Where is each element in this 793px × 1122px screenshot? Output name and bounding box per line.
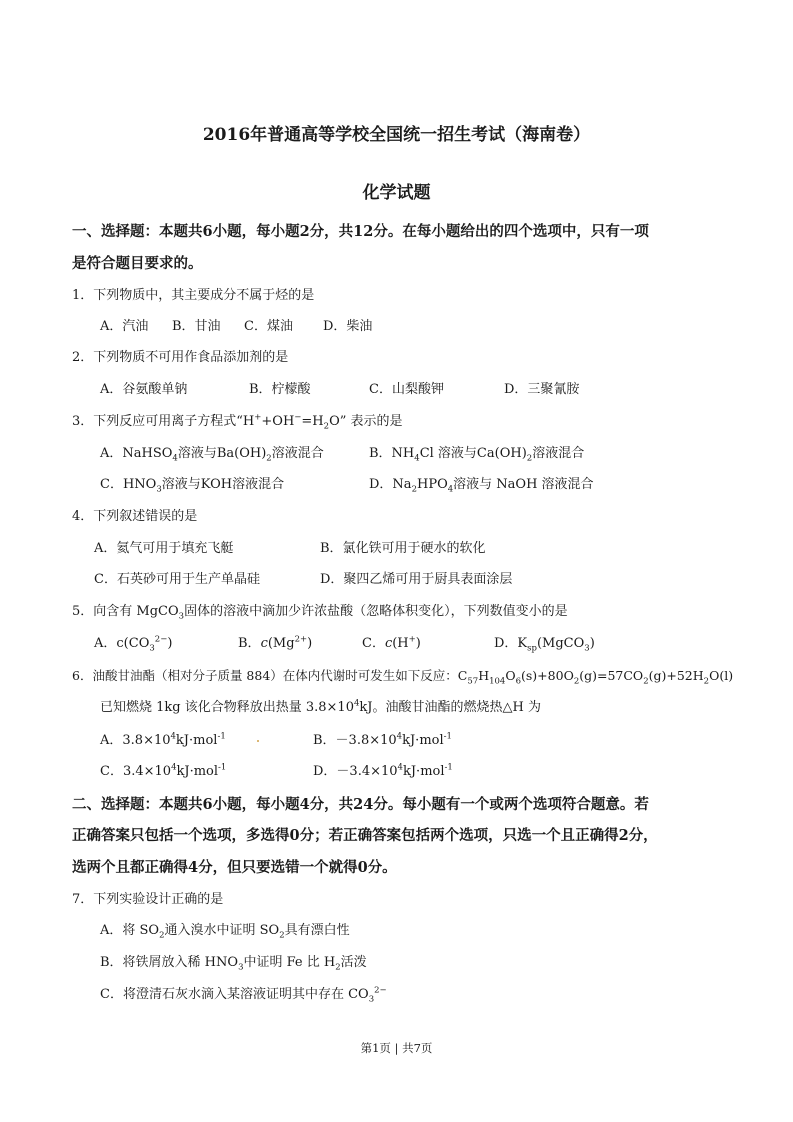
q3-stem: 3．下列反应可用离子方程式“$H^++OH^-=H_2O$” 表示的是 — [72, 412, 403, 432]
q2-option-a: A．谷氨酸单钠 — [100, 382, 188, 397]
q5-option-d: D．$K_{sp}(MgCO_3)$ — [494, 636, 595, 654]
q7-option-c: C．将澄清石灰水滴入某溶液证明其中存在 $CO_3^{2-}$ — [100, 985, 387, 1005]
q2-option-d: D．三聚氰胺 — [504, 382, 580, 397]
q7-stem: 7．下列实验设计正确的是 — [72, 892, 224, 907]
q5-stem: 5．向含有 MgCO$_3$固体的溶液中滴加少许浓盐酸（忽略体积变化），下列数值变小的是 — [72, 604, 568, 622]
section2-line2: 正确答案只包括一个选项，多选得0分；若正确答案包括两个选项，只选一个且正确得2分， — [72, 827, 658, 844]
q1-option-a: A．汽油 — [100, 319, 149, 334]
q3-option-c: C．$HNO_3$溶液与KOH溶液混合 — [100, 477, 285, 495]
stray-mark — [257, 740, 259, 742]
page-title: 2016年普通高等学校全国统一招生考试（海南卷） — [202, 125, 591, 145]
q6-option-c: C．$3.4\times 10^4kJ\cdot mol^{-1}$ — [100, 762, 227, 779]
q3-option-b: B．$NH_4Cl$ 溶液与$Ca(OH)_2$溶液混合 — [369, 446, 585, 464]
q4-stem: 4．下列叙述错误的是 — [72, 509, 198, 524]
q4-option-d: D．聚四乙烯可用于厨具表面涂层 — [320, 572, 513, 587]
section1-line1: 一、选择题：本题共6小题，每小题2分，共12分。在每小题给出的四个选项中，只有一项 — [72, 223, 649, 240]
q2-option-c: C．山梨酸钾 — [369, 382, 444, 397]
q4-option-c: C．石英砂可用于生产单晶硅 — [94, 572, 260, 587]
q1-option-c: C．煤油 — [244, 319, 293, 334]
section2-line3: 选两个且都正确得4分，但只要选错一个就得0分。 — [72, 859, 397, 876]
q3-option-d: D．$Na_2HPO_4$溶液与 NaOH 溶液混合 — [369, 477, 594, 495]
q1-option-d: D．柴油 — [323, 319, 373, 334]
q1-option-b: B．甘油 — [172, 319, 221, 334]
q6-option-b: B．$-3.8\times 10^4kJ\cdot mol^{-1}$ — [313, 731, 452, 748]
q6-stem: 6．油酸甘油酯（相对分子质量 884）在体内代谢时可发生如下反应：$C_{57}H_{104}O_6(s)+80O_2(g)=57CO_2(g)+52H_2O(l)$ — [72, 668, 734, 687]
q3-option-a: A．NaHSO$_4$溶液与$Ba(OH)_2$溶液混合 — [100, 446, 324, 464]
q4-option-a: A．氦气可用于填充飞艇 — [94, 541, 234, 556]
q6-given: 已知燃烧 1kg 该化合物释放出热量 $3.8\times 10^4kJ$。油酸甘油酯的燃烧热△H 为 — [100, 698, 541, 715]
q2-stem: 2．下列物质不可用作食品添加剂的是 — [72, 350, 289, 365]
q5-option-c: C．c(H+) — [362, 634, 421, 651]
q6-option-a: A．$3.8\times 10^4kJ\cdot mol^{-1}$ — [100, 731, 226, 748]
q1-stem: 1．下列物质中，其主要成分不属于烃的是 — [72, 288, 315, 303]
q2-option-b: B．柠檬酸 — [249, 382, 311, 397]
q5-option-b: B．$c(Mg^{2+})$ — [238, 634, 313, 651]
q7-option-a: A．将 $SO_2$通入溴水中证明 $SO_2$具有漂白性 — [100, 923, 350, 941]
section2-line1: 二、选择题：本题共6小题，每小题4分，共24分。每小题有一个或两个选项符合题意。若 — [72, 796, 649, 813]
subject-title: 化学试题 — [362, 183, 431, 203]
section1-line2: 是符合题目要求的。 — [72, 255, 203, 272]
q5-option-a: A．$c(CO_3^{2-})$ — [94, 634, 173, 654]
q6-option-d: D．$-3.4\times 10^4kJ\cdot mol^{-1}$ — [313, 762, 453, 779]
q7-option-b: B．将铁屑放入稀 $HNO_3$中证明 Fe 比 $H_2$活泼 — [100, 955, 367, 973]
page-footer: 第1页 | 共7页 — [360, 1041, 433, 1055]
q4-option-b: B．氯化铁可用于硬水的软化 — [320, 541, 486, 556]
